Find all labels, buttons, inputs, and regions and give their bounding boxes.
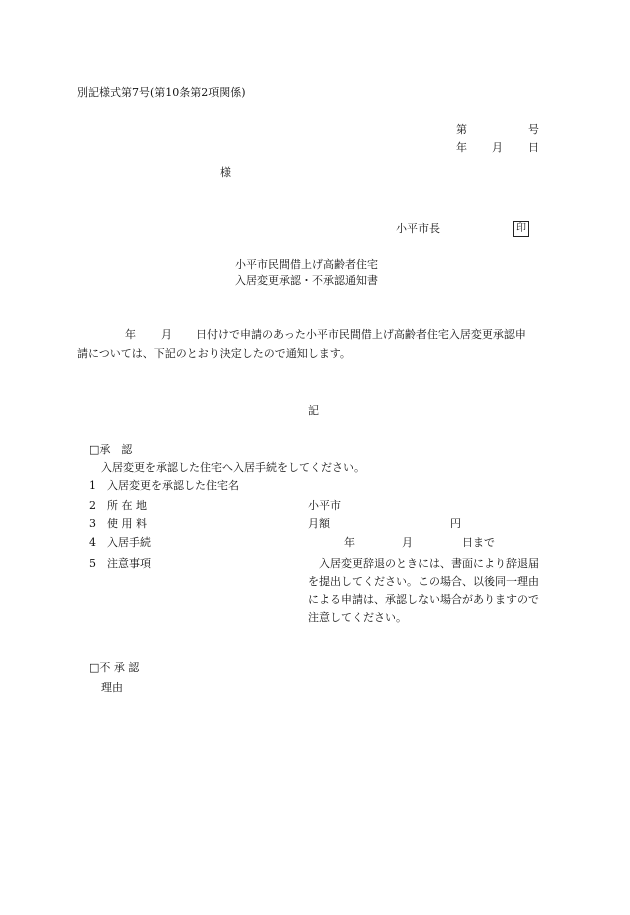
disapproval-heading: □不 承 認 <box>89 661 140 674</box>
item-value-yen: 円 <box>450 517 461 530</box>
notes-line: による申請は、承認しない場合がありますので <box>308 593 539 606</box>
form-label: 別記様式第7号(第10条第2項関係) <box>77 86 246 99</box>
date-month: 月 <box>492 141 503 154</box>
number-suffix: 号 <box>528 123 539 136</box>
item-number: 1 <box>89 479 96 492</box>
item-number: 2 <box>89 499 96 512</box>
item-label-fee: 使 用 料 <box>107 517 147 530</box>
body-text-line2: 請については、下記のとおり決定したので通知します。 <box>77 347 351 360</box>
document-title-line2: 入居変更承認・不承認通知書 <box>235 274 378 287</box>
addressee-suffix: 様 <box>220 166 231 179</box>
document-title-line1: 小平市民間借上げ高齢者住宅 <box>235 258 378 271</box>
body-month: 月 <box>161 328 172 341</box>
notes-line: 入居変更辞退のときには、書面により辞退届 <box>308 557 539 570</box>
approval-heading: □承 認 <box>89 443 133 456</box>
item-number: 3 <box>89 517 96 530</box>
item-label-procedure: 入居手続 <box>107 536 151 549</box>
notes-line: 注意してください。 <box>308 611 407 624</box>
number-prefix: 第 <box>456 123 467 136</box>
item-value-address: 小平市 <box>308 499 341 512</box>
procedure-year: 年 <box>344 536 355 549</box>
item-label-housing-name: 入居変更を承認した住宅名 <box>107 479 239 492</box>
body-text-line1: 日付けで申請のあった小平市民間借上げ高齢者住宅入居変更承認申 <box>196 328 526 341</box>
procedure-until: 日まで <box>462 536 495 549</box>
issuer-name: 小平市長 <box>396 222 440 235</box>
approval-instruction: 入居変更を承認した住宅へ入居手続をしてください。 <box>101 461 365 474</box>
date-day: 日 <box>528 141 539 154</box>
date-year: 年 <box>456 141 467 154</box>
item-label-notes: 注意事項 <box>107 557 151 570</box>
item-label-address: 所 在 地 <box>107 499 147 512</box>
procedure-month: 月 <box>402 536 413 549</box>
item-value-monthly: 月額 <box>308 517 330 530</box>
seal-mark: 印 <box>513 221 529 237</box>
item-number: 4 <box>89 536 96 549</box>
reason-label: 理由 <box>101 681 123 694</box>
notes-line: を提出してください。この場合、以後同一理由 <box>308 575 539 588</box>
body-year: 年 <box>125 328 136 341</box>
item-number: 5 <box>89 557 96 570</box>
ki-heading: 記 <box>308 404 319 417</box>
